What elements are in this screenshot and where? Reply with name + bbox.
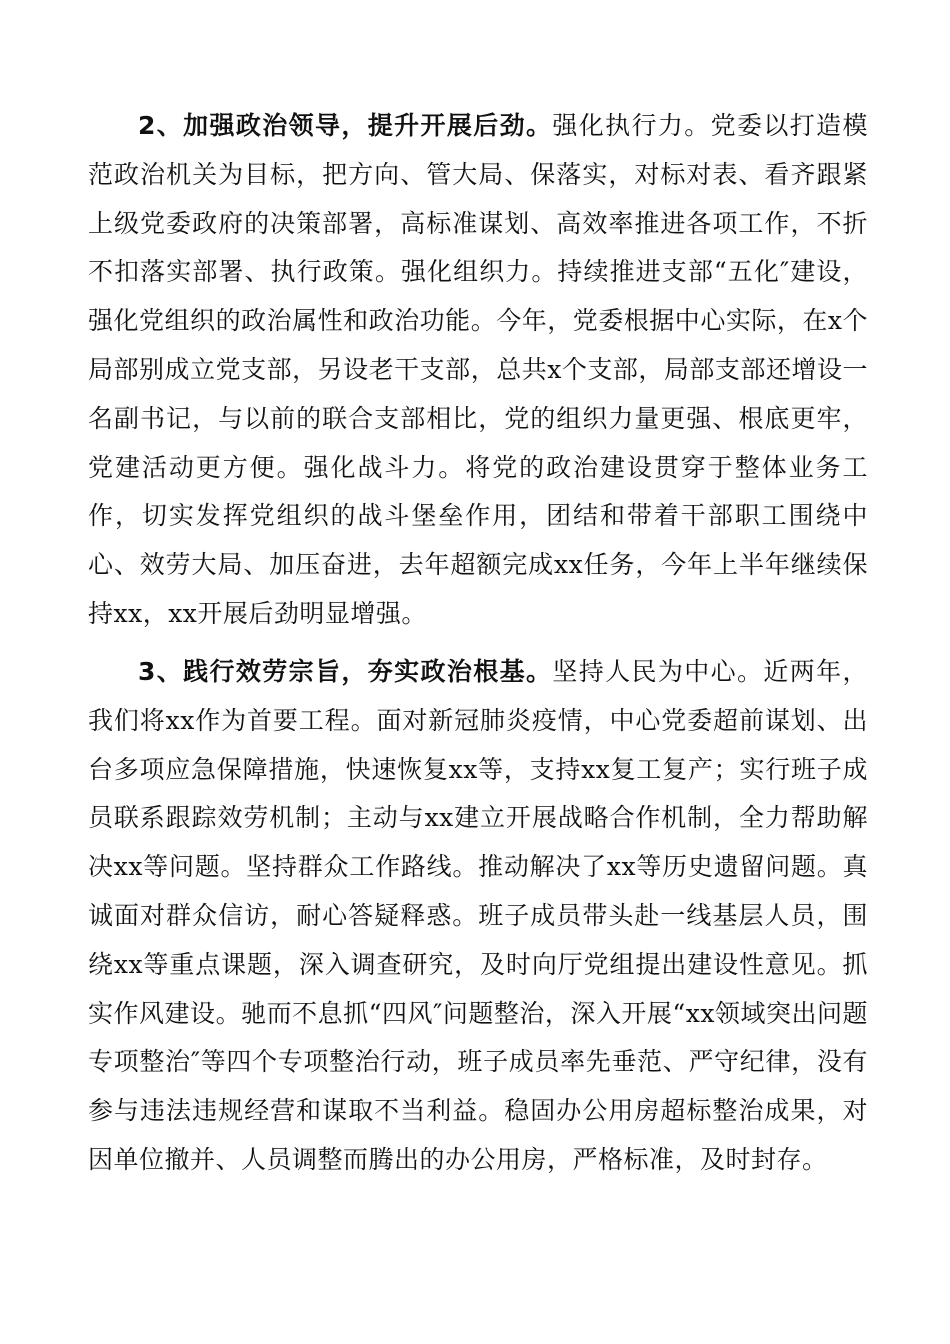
paragraph-body: 强化执行力。党委以打造模范政治机关为目标，把方向、管大局、保落实，对标对表、看齐跟紧上级党委政府的决策部署，高标准谋划、高效率推进各项工作，不折不扣落实部署、执行政策。强化组织力。持续推进支部“五化″建设，强化党组织的政治属性和政治功能。今年，党委根据中心实际，在x个局部别成立党支部，另设老干支部，总共x个支部，局部支部还增设一名副书记，与以前的联合支部相比，党的组织力量更强、根底更牢，党建活动更方便。强化战斗力。将党的政治建设贯穿于整体业务工作，切实发挥党组织的战斗堡垒作用，团结和带着干部职工围绕中心、效劳大局、加压奋进，去年超额完成xx任务，今年上半年继续保持xx，xx开展后劲明显增强。	[88, 111, 868, 628]
paragraph-heading: 3、践行效劳宗旨，夯实政治根基。	[138, 657, 553, 686]
paragraph-political-leadership	[88, 102, 868, 639]
paragraph-body: 坚持人民为中心。近两年，我们将xx作为首要工程。面对新冠肺炎疫情，中心党委超前谋划、出台多项应急保障措施，快速恢复xx等，支持xx复工复产；实行班子成员联系跟踪效劳机制；主动与xx建立开展战略合作机制，全力帮助解决xx等问题。坚持群众工作路线。推动解决了xx等历史遗留问题。真诚面对群众信访，耐心答疑释惑。班子成员带头赴一线基层人员，围绕xx等重点课题，深入调查研究，及时向厅党组提出建设性意见。抓实作风建设。驰而不息抓“四风″问题整治，深入开展“xx领域突出问题专项整治″等四个专项整治行动，班子成员率先垂范、严守纪律，没有参与违法违规经营和谋取不当利益。稳固办公用房超标整治成果，对因单位撤并、人员调整而腾出的办公用房，严格标准，及时封存。	[88, 657, 868, 1174]
paragraph-service-purpose	[88, 648, 868, 1185]
paragraph-heading: 2、加强政治领导，提升开展后劲。	[138, 111, 553, 140]
